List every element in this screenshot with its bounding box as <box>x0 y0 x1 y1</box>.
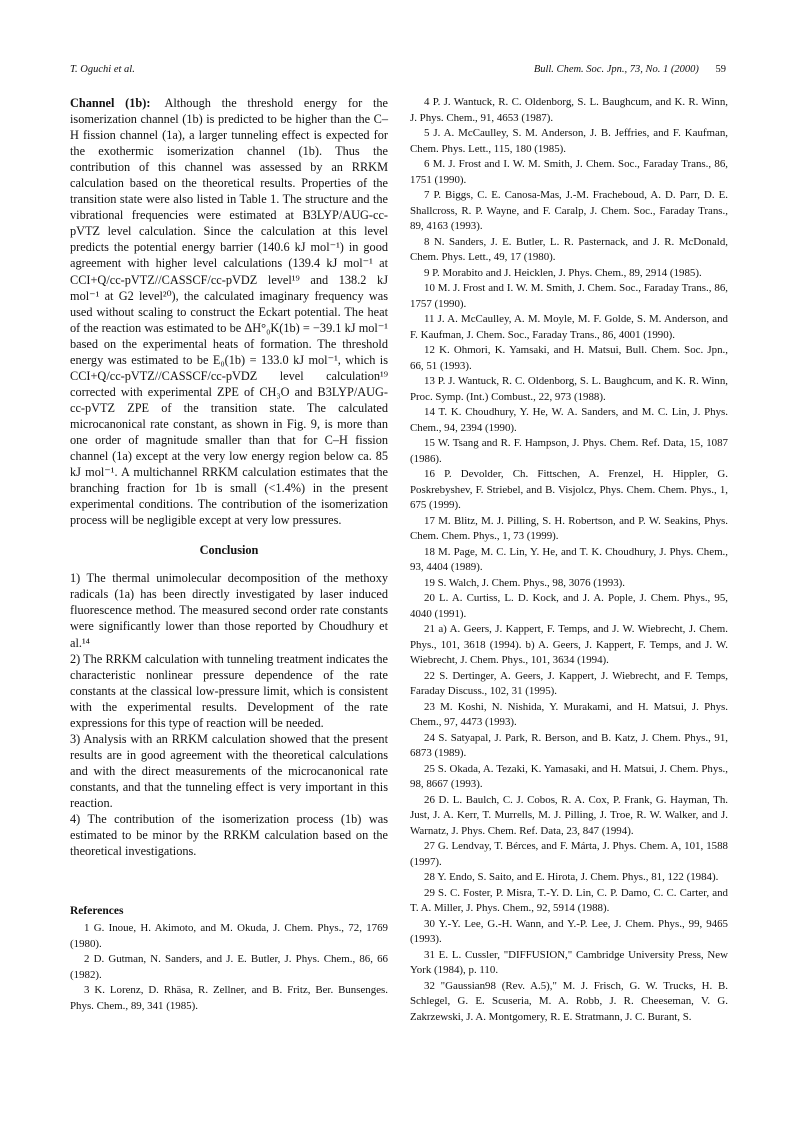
header-journal-info <box>534 64 726 75</box>
reference-item: 6 M. J. Frost and I. W. M. Smith, J. Chem. Soc., Faraday Trans., 86, 1751 (1990). <box>410 158 728 186</box>
reference-item: 5 J. A. McCaulley, S. M. Anderson, J. B. Jeffries, and F. Kaufman, Chem. Phys. Lett., 115, 180 (1985). <box>410 127 728 155</box>
reference-item: 2 D. Gutman, N. Sanders, and J. E. Butler, J. Phys. Chem., 86, 66 (1982). <box>70 953 388 981</box>
references-list-left <box>70 921 388 1014</box>
reference-item: 4 P. J. Wantuck, R. C. Oldenborg, S. L. Baughcum, and K. R. Winn, J. Phys. Chem., 91, 4653 (1987). <box>410 96 728 124</box>
reference-item: 28 Y. Endo, S. Saito, and E. Hirota, J. Chem. Phys., 81, 122 (1984). <box>424 871 719 883</box>
reference-item: 9 P. Morabito and J. Heicklen, J. Phys. Chem., 89, 2914 (1985). <box>424 266 702 279</box>
reference-item: 16 P. Devolder, Ch. Fittschen, A. Frenzel, H. Hippler, G. Poskrebyshev, F. Striebel, and B. Visjolcz, Phys. Chem. Chem. Phys., 1, 675 (1999). <box>410 468 728 511</box>
conclusion-item: 1) The thermal unimolecular decomposition of the methoxy radicals (1a) has been directly investigated by laser induced fluorescence method. The measured second order rate constants were significantly lower than those reported by Choudhury et al.¹⁴ <box>70 571 388 650</box>
channel-heading: Channel (1b): <box>70 96 151 110</box>
left-column <box>70 95 388 1014</box>
reference-item: 19 S. Walch, J. Chem. Phys., 98, 3076 (1993). <box>424 576 626 589</box>
conclusion-item: 3) Analysis with an RRKM calculation showed that the present results are in good agreement with the theoretical calculations and with the direct measurements of the microcanonical rate constants, and that the tunneling effect is very important in this reaction. <box>70 731 388 810</box>
header-authors: T. Oguchi et al. <box>70 64 135 75</box>
reference-item: 31 E. L. Cussler, "DIFFUSION," Cambridge University Press, New York (1984), p. 110. <box>410 948 728 976</box>
channel-1b-paragraph <box>70 95 388 528</box>
right-column-references <box>410 95 728 1025</box>
reference-item: 7 P. Biggs, C. E. Canosa-Mas, J.-M. Fracheboud, A. D. Parr, D. E. Shallcross, R. P. Wayne, and F. Caralp, J. Chem. Soc., Faraday Trans., 89, 4163 (1993). <box>410 189 728 232</box>
reference-item: 24 S. Satyapal, J. Park, R. Berson, and B. Katz, J. Chem. Phys., 91, 6873 (1989). <box>410 731 728 759</box>
reference-item: 11 J. A. McCaulley, A. M. Moyle, M. F. Golde, S. M. Anderson, and F. Kaufman, J. Chem. Soc., Faraday Trans., 86, 4001 (1990). <box>410 313 728 341</box>
reference-item: 18 M. Page, M. C. Lin, Y. He, and T. K. Choudhury, J. Phys. Chem., 93, 4404 (1989). <box>410 545 728 573</box>
reference-item: 20 L. A. Curtiss, L. D. Kock, and J. A. Pople, J. Chem. Phys., 95, 4040 (1991). <box>410 592 728 620</box>
reference-item: 25 S. Okada, A. Tezaki, K. Yamasaki, and H. Matsui, J. Chem. Phys., 98, 8667 (1993). <box>410 762 728 790</box>
header-journal: Bull. Chem. Soc. Jpn., 73, No. 1 (2000) <box>533 64 699 75</box>
conclusion-list <box>70 570 388 859</box>
reference-item: 12 K. Ohmori, K. Yamsaki, and H. Matsui, Bull. Chem. Soc. Jpn., 66, 51 (1993). <box>410 344 728 372</box>
reference-item: 17 M. Blitz, M. J. Pilling, S. H. Robertson, and P. W. Seakins, Phys. Chem. Chem. Phys., 1, 73 (1999). <box>410 514 728 542</box>
reference-item: 10 M. J. Frost and I. W. M. Smith, J. Chem. Soc., Faraday Trans., 86, 1757 (1990). <box>410 282 728 310</box>
page-number: 59 <box>715 64 726 75</box>
references-heading: References <box>70 905 124 918</box>
reference-item: 15 W. Tsang and R. F. Hampson, J. Phys. Chem. Ref. Data, 15, 1087 (1986). <box>410 437 728 465</box>
reference-item: 26 D. L. Baulch, C. J. Cobos, R. A. Cox, P. Frank, G. Hayman, Th. Just, J. A. Kerr, T. Murrells, M. J. Pilling, J. Troe, R. W. Walker, and J. Warnatz, J. Phys. Chem. Ref. Data, 23, 847 (1994). <box>410 793 728 837</box>
reference-item: 30 Y.-Y. Lee, G.-H. Wann, and Y.-P. Lee, J. Chem. Phys., 99, 9465 (1993). <box>410 917 728 945</box>
reference-item: 1 G. Inoue, H. Akimoto, and M. Okuda, J. Chem. Phys., 72, 1769 (1980). <box>70 922 388 950</box>
conclusion-heading: Conclusion <box>199 543 259 558</box>
reference-item: 14 T. K. Choudhury, Y. He, W. A. Sanders, and M. C. Lin, J. Phys. Chem., 94, 2394 (1990). <box>410 406 728 434</box>
channel-body: Although the threshold energy for the isomerization channel (1b) is predicted to be higher than the C–H fission channel (1a), a larger tunneling effect is expected for the exothermic isomerization channel (1b). Thus the contribution of this channel was assessed by an RRKM calculation based on the theoretical results. Properties of the transition state were also listed in Table 1. The structure and the vibrational frequencies were estimated at B3LYP/AUG-cc-pVTZ level calculation. Since the calculation at this level predicts the potential energy barrier (140.6 kJ mol⁻¹) in good agreement with higher level calculations (139.4 kJ mol⁻¹ at CCI+Q/cc-pVTZ//CASSCF/cc-pVDZ level¹⁹ and 138.2 kJ mol⁻¹ at G2 level²⁰), the calculated imaginary frequency was used without scaling to construct the Eckart potential. The heat of the reaction was estimated to be ΔH°₀K(1b) = −39.1 kJ mol⁻¹ based on the experimental heats of formation. The threshold energy was estimated to be E₀(1b) = 133.0 kJ mol⁻¹, which is CCI+Q/cc-pVTZ//CASSCF/cc-pVDZ level calculation¹⁹ corrected with experimental ZPE of CH₃O and B3LYP/AUG-cc-pVTZ ZPE of the transition state. The calculated microcanonical rate constant, as shown in Fig. 9, is more than one order of magnitude smaller than that for C–H fission channel (1a) except at the very low energy region below ca. 85 kJ mol⁻¹. A multichannel RRKM calculation estimates that the branching fraction for 1b is small (<1.4%) in the present experimental conditions. The contribution of the isomerization process will be negligible except at very low pressures. <box>70 96 388 528</box>
reference-item: 21 a) A. Geers, J. Kappert, F. Temps, and J. W. Wiebrecht, J. Chem. Phys., 101, 3618 (1994). b) A. Geers, J. Kappert, F. Temps, and J. W. Wiebrecht, J. Chem. Phys., 101, 3634 (1994). <box>410 623 728 666</box>
reference-item: 23 M. Koshi, N. Nishida, Y. Murakami, and H. Matsui, J. Phys. Chem., 97, 4473 (1993). <box>410 700 728 728</box>
reference-item: 8 N. Sanders, J. E. Butler, L. R. Pasternack, and J. R. McDonald, Chem. Phys. Lett., 49, 17 (1980). <box>410 235 728 263</box>
conclusion-item: 2) The RRKM calculation with tunneling treatment indicates the characteristic nonlinear pressure dependence of the rate constants at the classical low-pressure limit, which is consistent with the experimental results. Development of the rate expressions for this type of reaction will be needed. <box>70 651 388 730</box>
reference-item: 27 G. Lendvay, T. Bérces, and F. Márta, J. Phys. Chem. A, 101, 1588 (1997). <box>410 840 728 868</box>
running-header <box>70 64 726 80</box>
reference-item: 13 P. J. Wantuck, R. C. Oldenborg, S. L. Baughcum, and K. R. Winn, Proc. Symp. (Int.) Combust., 22, 973 (1988). <box>410 375 728 403</box>
reference-item: 22 S. Dertinger, A. Geers, J. Kappert, J. Wiebrecht, and F. Temps, Faraday Discuss., 102, 31 (1995). <box>410 669 728 697</box>
reference-item: 29 S. C. Foster, P. Misra, T.-Y. D. Lin, C. P. Damo, C. C. Carter, and T. A. Miller, J. Phys. Chem., 92, 5914 (1988). <box>410 886 728 914</box>
reference-item: 3 K. Lorenz, D. Rhäsa, R. Zellner, and B. Fritz, Ber. Bunsenges. Phys. Chem., 89, 341 (1985). <box>70 984 388 1012</box>
reference-item: 32 "Gaussian98 (Rev. A.5)," M. J. Frisch, G. W. Trucks, H. B. Schlegel, G. E. Scuseria, M. A. Robb, J. R. Cheeseman, V. G. Zakrzewski, J. A. Montgomery, R. E. Stratmann, J. C. Burant, S. <box>410 979 728 1023</box>
conclusion-item: 4) The contribution of the isomerization process (1b) was estimated to be minor by the RRKM calculation based on the theoretical investigations. <box>70 812 388 859</box>
